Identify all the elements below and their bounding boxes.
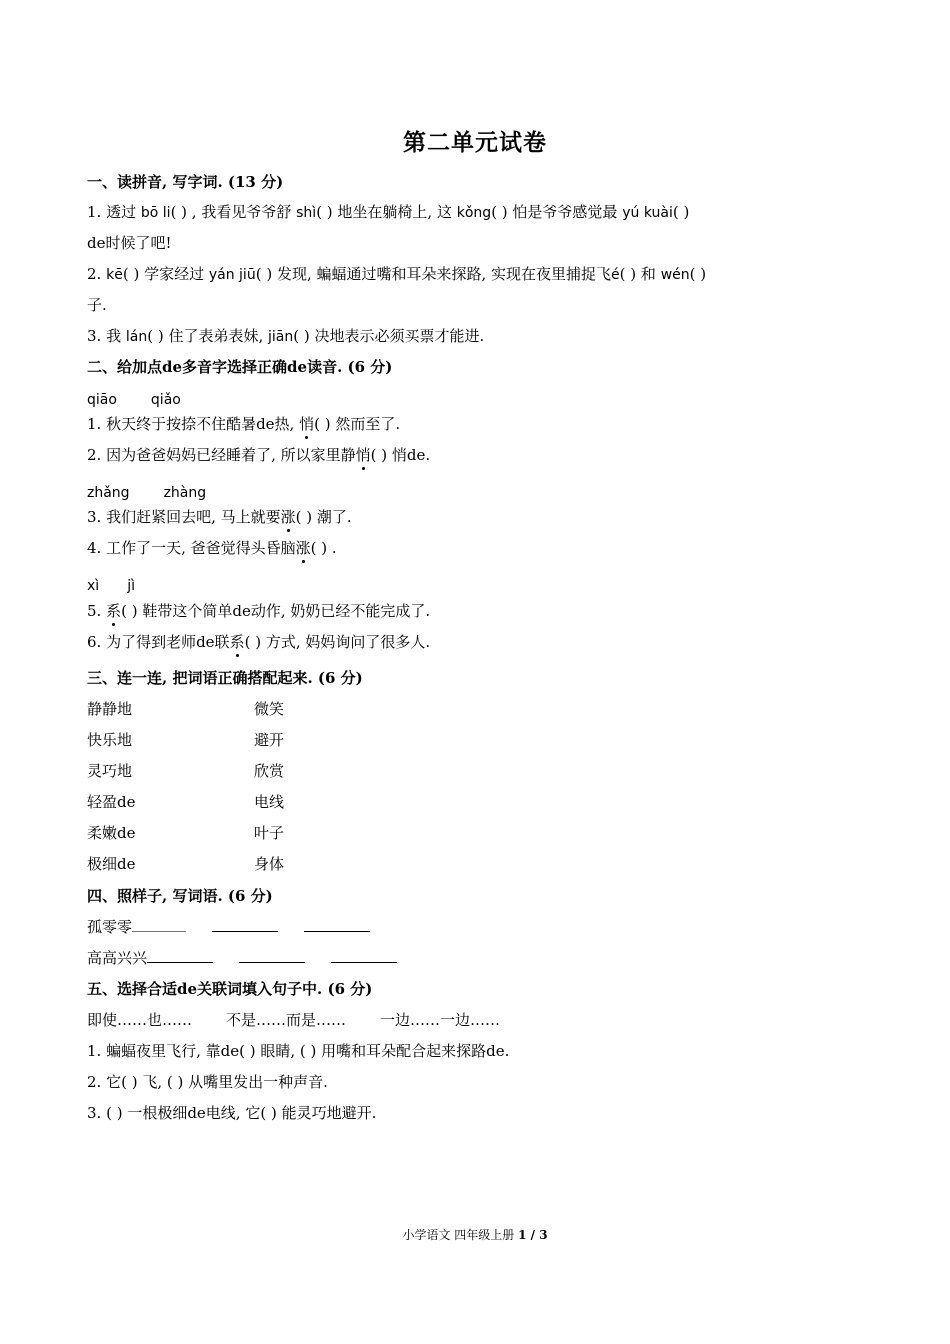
match-right-1: 微笑 <box>254 700 285 718</box>
text: 1. 秋天终于按捺不住酷暑de热, <box>87 415 295 433</box>
text: ( ) 住了表弟表妹, <box>147 327 264 345</box>
section-2-heading: 二、给加点de多音字选择正确de读音. (6 分) <box>87 358 393 376</box>
dotted-char: 涨 <box>280 508 296 526</box>
text: 6. 为了得到老师de联 <box>87 633 230 651</box>
match-left-6: 极细de <box>87 855 136 873</box>
s2-question-5 <box>87 601 430 621</box>
match-left-1: 静静地 <box>87 700 133 718</box>
s2-question-4 <box>87 538 337 558</box>
answer-blank[interactable] <box>147 948 213 963</box>
s1-question-1-cont: de时候了吧! <box>87 234 172 252</box>
conjunction-option: 即使……也…… <box>87 1011 193 1029</box>
dotted-char: 系 <box>106 602 122 620</box>
pinyin: kē <box>106 267 123 283</box>
pinyin-option: zhǎng <box>87 485 130 501</box>
s5-question-3: 3. ( ) 一根极细de电线, 它( ) 能灵巧地避开. <box>87 1104 377 1122</box>
text: ( ) <box>689 265 707 283</box>
pinyin: bō li <box>140 205 171 221</box>
text: ( ) 鞋带这个简单de动作, 奶奶已经不能完成了. <box>121 602 431 620</box>
s2-question-2 <box>87 445 430 465</box>
example-word: 高高兴兴 <box>87 949 148 967</box>
text: 2. <box>87 265 102 283</box>
s1-question-3 <box>87 326 484 347</box>
text: ( ) 怕是爷爷感觉最 <box>491 203 618 221</box>
pinyin-options-2 <box>87 483 206 503</box>
dotted-char: 系 <box>229 633 245 651</box>
match-left-4: 轻盈de <box>87 793 136 811</box>
text: ( ) 然而至了. <box>314 415 401 433</box>
pinyin-option: zhàng <box>163 485 207 501</box>
pinyin: kǒng <box>456 205 492 221</box>
text: ( ) . <box>310 539 337 557</box>
pinyin: shì <box>296 205 317 221</box>
answer-blank[interactable] <box>212 917 278 932</box>
conjunction-option: 一边……一边…… <box>380 1011 501 1029</box>
text: ( ) , 我看见爷爷舒 <box>170 203 292 221</box>
text: ( ) 学家经过 <box>122 265 205 283</box>
text: ( ) 地坐在躺椅上, 这 <box>316 203 452 221</box>
text: 4. 工作了一天, 爸爸觉得头昏脑 <box>87 539 296 557</box>
match-right-3: 欣赏 <box>254 762 285 780</box>
pinyin: lán <box>125 329 148 345</box>
s1-question-2-cont: 子. <box>87 296 107 314</box>
match-right-2: 避开 <box>254 731 285 749</box>
section-4-heading: 四、照样子, 写词语. (6 分) <box>87 887 273 905</box>
s5-question-1: 1. 蝙蝠夜里飞行, 靠de( ) 眼睛, ( ) 用嘴和耳朵配合起来探路de. <box>87 1042 510 1060</box>
dotted-char: 悄 <box>299 415 315 433</box>
section-3-heading: 三、连一连, 把词语正确搭配起来. (6 分) <box>87 669 363 687</box>
text: ( ) 悄de. <box>370 446 431 464</box>
pinyin: wén <box>660 267 690 283</box>
match-right-4: 电线 <box>254 793 285 811</box>
answer-blank[interactable] <box>132 917 186 932</box>
page-title: 第二单元试卷 <box>403 129 547 156</box>
text: ( ) <box>672 203 690 221</box>
text: ( ) 方式, 妈妈询问了很多人. <box>244 633 431 651</box>
example-word: 孤零零 <box>87 918 133 936</box>
page-number: 1 / 3 <box>518 1228 548 1242</box>
text: 3. 我 <box>87 327 122 345</box>
answer-blank[interactable] <box>331 948 397 963</box>
text: ( ) 发现, 蝙蝠通过嘴和耳朵来探路, 实现在夜里捕捉飞 <box>255 265 612 283</box>
pinyin: yú kuài <box>622 205 673 221</box>
text: ( ) 和 <box>619 265 656 283</box>
text: 3. 我们赶紧回去吧, 马上就要 <box>87 508 281 526</box>
page-footer <box>0 1226 950 1243</box>
s5-question-2: 2. 它( ) 飞, ( ) 从嘴里发出一种声音. <box>87 1073 328 1091</box>
conjunction-option: 不是……而是…… <box>226 1011 347 1029</box>
pinyin-options-1 <box>87 390 181 410</box>
s4-row-1 <box>87 917 370 937</box>
text: 2. 因为爸爸妈妈已经睡着了, 所以家里静 <box>87 446 356 464</box>
answer-blank[interactable] <box>239 948 305 963</box>
answer-blank[interactable] <box>304 917 370 932</box>
match-left-2: 快乐地 <box>87 731 133 749</box>
pinyin-option: qiǎo <box>150 392 181 408</box>
dotted-char: 涨 <box>295 539 311 557</box>
pinyin-options-3 <box>87 576 135 596</box>
s1-question-1 <box>87 202 689 223</box>
pinyin: é <box>611 267 620 283</box>
text: 1. 透过 <box>87 203 137 221</box>
footer-subject: 小学语文 四年级上册 <box>402 1228 515 1242</box>
pinyin-option: qiāo <box>87 392 117 408</box>
match-right-6: 身体 <box>254 855 285 873</box>
text: ( ) 决地表示必须买票才能进. <box>293 327 485 345</box>
pinyin: jiān <box>268 329 294 345</box>
s1-question-2 <box>87 264 706 285</box>
dotted-char: 悄 <box>355 446 371 464</box>
section-1-heading: 一、读拼音, 写字词. (13 分) <box>87 173 284 191</box>
text: ( ) 潮了. <box>295 508 352 526</box>
text: 5. <box>87 602 102 620</box>
match-left-5: 柔嫩de <box>87 824 136 842</box>
pinyin-option: xì <box>87 578 100 594</box>
match-left-3: 灵巧地 <box>87 762 133 780</box>
pinyin: yán jiū <box>208 267 256 283</box>
match-right-5: 叶子 <box>254 824 285 842</box>
s2-question-6 <box>87 632 430 652</box>
s2-question-3 <box>87 507 352 527</box>
s5-options <box>87 1010 500 1030</box>
s4-row-2 <box>87 948 397 968</box>
s2-question-1 <box>87 414 400 434</box>
pinyin-option: jì <box>127 578 135 594</box>
section-5-heading: 五、选择合适de关联词填入句子中. (6 分) <box>87 980 373 998</box>
